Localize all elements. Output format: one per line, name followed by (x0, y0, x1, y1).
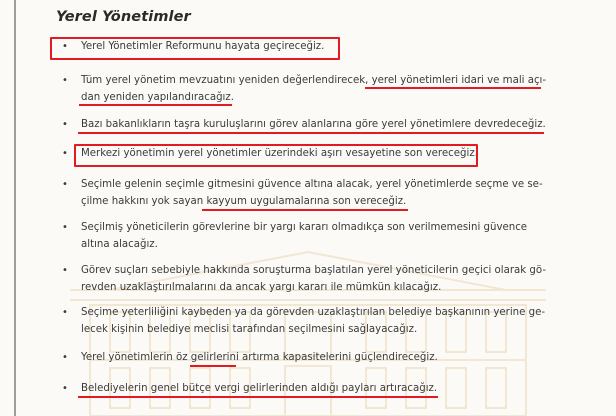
bullet-icon: • (62, 41, 68, 52)
item-text-line: Yerel yönetimlerin öz gelirlerini artırma kapasitelerini güçlendireceğiz. (81, 352, 438, 363)
bullet-icon: • (62, 179, 68, 190)
item-text-line: Yerel Yönetimler Reformunu hayata geçireceğiz. (81, 41, 325, 52)
page-margin-rule (14, 0, 16, 416)
bullet-icon: • (62, 119, 68, 130)
bullet-icon: • (62, 222, 68, 233)
highlight-underline (190, 365, 236, 367)
section-heading: Yerel Yönetimler (56, 9, 191, 25)
item-text-line: Merkezi yönetimin yerel yönetimler üzerindeki aşırı vesayetine son vereceğiz. (81, 148, 478, 159)
highlight-underline (78, 396, 438, 398)
item-text-line: Seçilmiş yöneticilerin görevlerine bir yargı kararı olmadıkça son verilmemesini güvence (81, 222, 528, 233)
item-text-line: Tüm yerel yönetim mevzuatını yeniden değerlendirecek, yerel yönetimleri idari ve mali açı- (81, 75, 547, 86)
item-text-line: lecek kişinin belediye meclisi tarafından seçilmesini sağlayacağız. (81, 324, 418, 335)
item-text-line: altına alacağız. (81, 239, 158, 250)
item-text-line: dan yeniden yapılandıracağız. (81, 92, 234, 103)
item-text-line: çilme hakkını yok sayan kayyum uygulamalarına son vereceğiz. (81, 196, 407, 207)
highlight-underline (78, 132, 544, 134)
item-text-line: Bazı bakanlıkların taşra kuruluşlarını görev alanlarına göre yerel yönetimlere devredeceğiz. (81, 119, 546, 130)
bullet-icon: • (62, 352, 68, 363)
item-text-line: Seçime yeterliliğini kaybeden ya da görevden uzaklaştırılan belediye başkanının yerine ge- (81, 307, 546, 318)
bullet-icon: • (62, 307, 68, 318)
bullet-icon: • (62, 148, 68, 159)
item-text-line: Görev suçları sebebiyle hakkında soruşturma başlatılan yerel yöneticilerin geçici olarak gö- (81, 265, 546, 276)
highlight-underline (79, 104, 232, 106)
bullet-icon: • (62, 75, 68, 86)
highlight-underline (365, 87, 541, 89)
bullet-icon: • (62, 265, 68, 276)
item-text-line: Belediyelerin genel bütçe vergi gelirlerinden aldığı payları artıracağız. (81, 383, 438, 394)
highlight-box (74, 144, 478, 167)
bullet-icon: • (62, 383, 68, 394)
item-text-line: Seçimle gelenin seçimle gitmesini güvence altına alacak, yerel yönetimlerde seçme ve se- (81, 179, 543, 190)
item-text-line: revden uzaklaştırılmalarını da ancak yargı kararı ile mümkün kılacağız. (81, 282, 442, 293)
highlight-underline (202, 209, 408, 211)
highlight-box (50, 37, 340, 60)
